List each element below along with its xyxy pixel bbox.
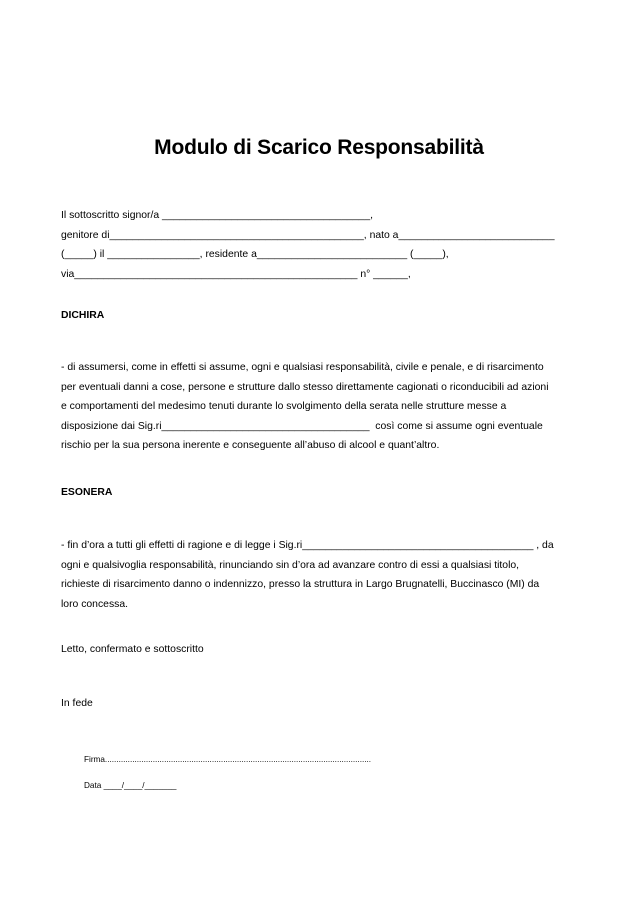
dichira-line: rischio per la sua persona inerente e conseguente all’abuso di alcool e quant’altro. (61, 440, 440, 452)
dichira-line: - di assumersi, come in effetti si assume, ogni e qualsiasi responsabilità, civile e penale, e di risarcimento (61, 362, 544, 373)
in-fede: In fede (61, 698, 93, 709)
intro-line: Il sottoscritto signor/a ____________________________________, (61, 210, 373, 221)
esonera-heading: ESONERA (61, 487, 113, 498)
firma-line: Firma..................................................................................................................... (84, 755, 372, 764)
intro-paragraph (61, 206, 581, 284)
dichira-line: e comportamenti del medesimo tenuti durante lo svolgimento della serata nelle strutture messe a (61, 401, 507, 413)
dichira-line: disposizione dai Sig.ri____________________________________ così come si assume ogni eventuale (61, 420, 543, 432)
esonera-line: loro concessa. (61, 598, 128, 610)
esonera-line: - fin d’ora a tutti gli effetti di ragione e di legge i Sig.ri________________________________________ , da (61, 540, 554, 551)
data-line: Data ____/____/_______ (84, 781, 177, 790)
dichira-line: per eventuali danni a cose, persone e strutture dallo stesso direttamente cagionati o riconducibili ad azioni (61, 381, 549, 393)
esonera-line: richieste di risarcimento danno o indennizzo, presso la struttura in Largo Brugnatelli, Buccinasco (MI) da (61, 579, 540, 591)
esonera-line: ogni e qualsivoglia responsabilità, rinunciando sin d’ora ad avanzare contro di essi a qualsiasi titolo, (61, 559, 520, 571)
document-title: Modulo di Scarico Responsabilità (154, 136, 484, 159)
intro-line: (_____) il ________________, residente a__________________________ (_____), (61, 249, 449, 261)
intro-line: via_________________________________________________ n° ______, (61, 268, 411, 280)
dichira-paragraph (61, 358, 581, 456)
intro-line: genitore di____________________________________________, nato a___________________________ (61, 229, 555, 241)
confirm-statement: Letto, confermato e sottoscritto (61, 644, 204, 655)
dichira-heading: DICHIRA (61, 310, 105, 321)
esonera-paragraph (61, 536, 581, 614)
